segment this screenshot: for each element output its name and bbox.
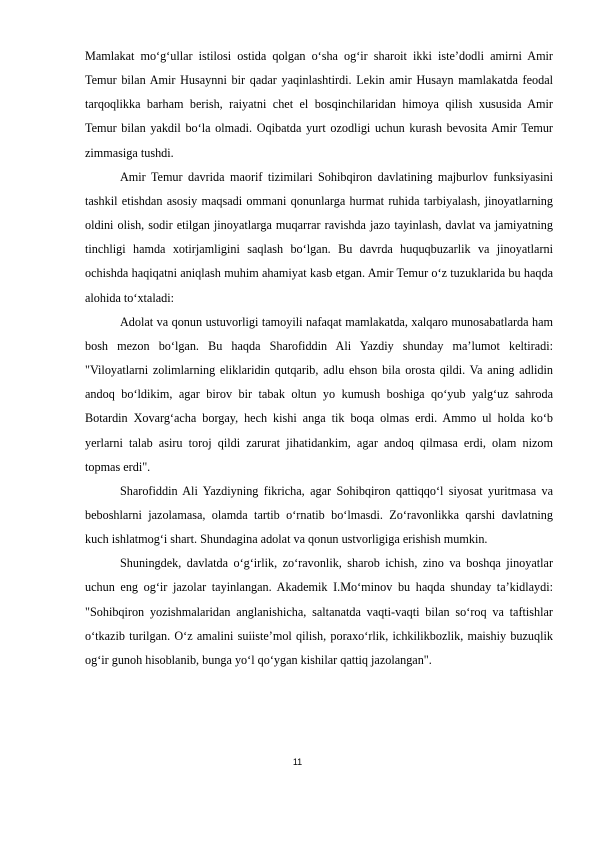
paragraph-4: Sharofiddin Ali Yazdiyning fikricha, agar Sohibqiron qattiqqo‘l siyosat yuritmasa va beboshlarni jazolamasa, olamda tartib o‘rnatib bo‘lmasdi. Zo‘ravonlikka qarshi davlatning kuch ishlatmog‘i shart. Shundagina adolat va qonun ustvorligiga erishish mumkin.	[85, 483, 553, 547]
paragraph-3: Adolat va qonun ustuvorligi tamoyili nafaqat mamlakatda, xalqaro munosabatlarda ham bosh mezon bo‘lgan. Bu haqda Sharofiddin Ali Yazdiy shunday ma’lumot keltiradi: "Viloyatlarni zolimlarning eliklaridin qutqarib, adlu ehson bila orosta qildi. Va aning adlidin andoq bo‘ldikim, agar birov bir tabak oltun yo kumush boshiga qo‘yub yalg‘uz sahroda Botardin Xovarg‘acha borgay, hech kishi anga tik boqa olmas erdi. Ammo ul holda ko‘b yerlarni talab asiru toroj qildi zarurat jihatidankim, agar andoq qilmasa erdi, olam nizom topmas erdi".	[85, 314, 553, 474]
paragraph-1: Mamlakat mo‘g‘ullar istilosi ostida qolgan o‘sha og‘ir sharoit ikki iste’dodli amirni Amir Temur bilan Amir Husaynni bir qadar yaqinlashtirdi. Lekin amir Husayn mamlakatda feodal tarqoqlikka barham berish, raiyatni chet el bosqinchilaridan himoya qilish xususida Amir Temur bilan yakdil bo‘la olmadi. Oqibatda yurt ozodligi uchun kurash bevosita Amir Temur zimmasiga tushdi.	[85, 49, 553, 160]
paragraph-2: Amir Temur davrida maorif tizimilari Sohibqiron davlatining majburlov funksiyasini tashkil etishdan asosiy maqsadi ommani qonunlarga hurmat ruhida tarbiyalash, jinoyatlarning oldini olish, sodir etilgan jinoyatlarga muqarrar ravishda jazo tayinlash, davlat va jamiyatning tinchligi hamda xotirjamligini saqlash bo‘lgan. Bu davrda huquqbuzarlik va jinoyatlarni ochishda haqiqatni aniqlash muhim ahamiyat kasb etgan. Amir Temur o‘z tuzuklarida bu haqda alohida to‘xtaladi:	[85, 169, 553, 305]
paragraph-5: Shuningdek, davlatda o‘g‘irlik, zo‘ravonlik, sharob ichish, zino va boshqa jinoyatlar uchun eng og‘ir jazolar tayinlangan. Akademik I.Mo‘minov bu haqda shunday ta’kidlaydi: "Sohibqiron yozishmalaridan anglanishicha, saltanatda vaqti-vaqti bilan so‘roq va taftishlar o‘tkazib turilgan. O‘z amalini suiiste’mol qilish, poraxo‘rlik, ichkilikbozlik, maishiy buzuqlik og‘ir gunoh hisoblanib, bunga yo‘l qo‘ygan kishilar qattiq jazolangan".	[85, 556, 553, 667]
page-number: 11	[292, 757, 303, 767]
document-body	[85, 44, 553, 672]
